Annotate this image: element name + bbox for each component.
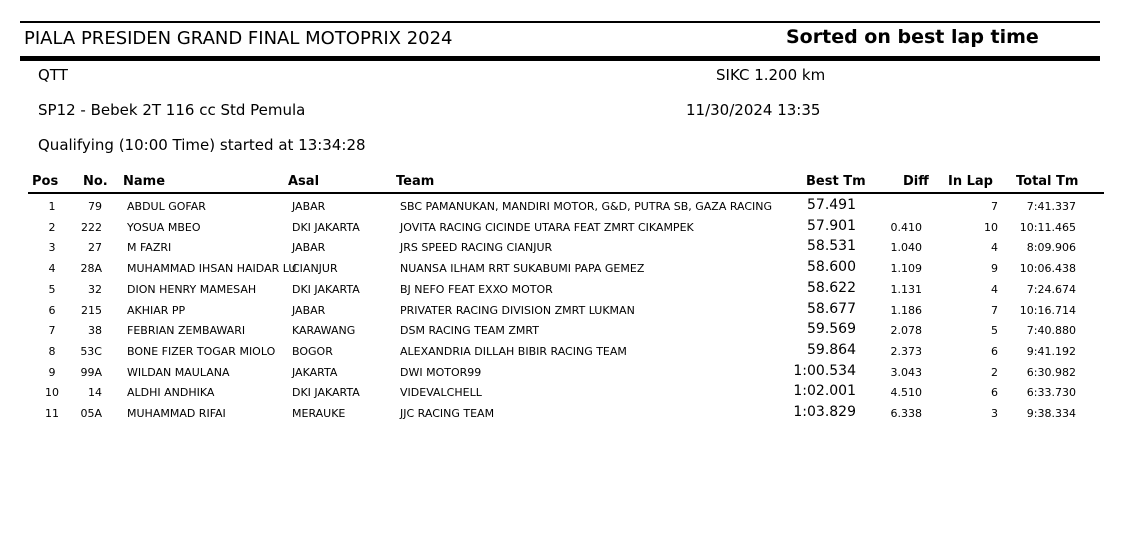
cell-name: FEBRIAN ZEMBAWARI bbox=[127, 324, 246, 338]
cell-pos: 7 bbox=[48, 324, 56, 338]
table-row bbox=[0, 342, 1133, 362]
cell-no: 27 bbox=[88, 241, 102, 255]
cell-inlap: 6 bbox=[991, 344, 998, 358]
cell-name: ALDHI ANDHIKA bbox=[127, 386, 215, 400]
title-rule bbox=[20, 56, 1100, 61]
cell-pos: 10 bbox=[45, 386, 59, 400]
cell-pos: 1 bbox=[48, 200, 56, 213]
cell-total: 7:41.337 bbox=[1026, 200, 1076, 213]
col-diff: Diff bbox=[903, 174, 929, 189]
cell-asal: CIANJUR bbox=[292, 262, 338, 276]
cell-no: 99A bbox=[80, 365, 102, 379]
cell-asal: JABAR bbox=[292, 241, 326, 255]
cell-asal: BOGOR bbox=[292, 344, 333, 358]
cell-diff: 2.373 bbox=[890, 344, 922, 358]
cell-best: 59.864 bbox=[807, 341, 856, 358]
cell-total: 9:41.192 bbox=[1026, 344, 1076, 358]
col-best: Best Tm bbox=[806, 174, 866, 189]
table-row bbox=[0, 404, 1133, 424]
cell-best: 59.569 bbox=[807, 321, 856, 338]
table-row bbox=[0, 259, 1133, 279]
table-row bbox=[0, 238, 1133, 258]
header-rule bbox=[28, 192, 1104, 194]
cell-diff: 0.410 bbox=[890, 220, 922, 234]
cell-no: 38 bbox=[88, 324, 102, 338]
cell-best: 1:00.534 bbox=[793, 362, 856, 379]
cell-total: 10:11.465 bbox=[1019, 220, 1076, 234]
cell-inlap: 5 bbox=[991, 324, 998, 338]
table-row bbox=[0, 321, 1133, 341]
col-total: Total Tm bbox=[1016, 174, 1079, 189]
session-datetime: 11/30/2024 13:35 bbox=[686, 101, 821, 119]
cell-name: YOSUA MBEO bbox=[127, 220, 201, 234]
table-row bbox=[0, 218, 1133, 238]
cell-no: 05A bbox=[80, 407, 102, 420]
cell-no: 222 bbox=[81, 220, 102, 234]
cell-team: ALEXANDRIA DILLAH BIBIR RACING TEAM bbox=[400, 344, 627, 358]
qualifying-info: Qualifying (10:00 Time) started at 13:34:28 bbox=[38, 136, 366, 154]
cell-name: WILDAN MAULANA bbox=[127, 365, 230, 379]
cell-no: 14 bbox=[88, 386, 102, 400]
cell-total: 10:06.438 bbox=[1019, 262, 1076, 276]
cell-team: PRIVATER RACING DIVISION ZMRT LUKMAN bbox=[400, 303, 635, 317]
table-row bbox=[0, 301, 1133, 321]
table-row bbox=[0, 383, 1133, 403]
page-title: PIALA PRESIDEN GRAND FINAL MOTOPRIX 2024 bbox=[24, 28, 453, 49]
cell-best: 58.677 bbox=[807, 300, 856, 317]
cell-total: 9:38.334 bbox=[1026, 407, 1076, 420]
cell-inlap: 3 bbox=[991, 407, 998, 420]
cell-best: 57.491 bbox=[807, 197, 856, 213]
cell-name: AKHIAR PP bbox=[127, 303, 186, 317]
cell-no: 53C bbox=[80, 344, 102, 358]
cell-diff: 2.078 bbox=[890, 324, 922, 338]
cell-inlap: 4 bbox=[991, 282, 998, 296]
cell-inlap: 6 bbox=[991, 386, 998, 400]
cell-team: DSM RACING TEAM ZMRT bbox=[400, 324, 539, 338]
cell-asal: DKI JAKARTA bbox=[292, 282, 360, 296]
cell-team: BJ NEFO FEAT EXXO MOTOR bbox=[400, 282, 553, 296]
cell-best: 58.600 bbox=[807, 259, 856, 276]
cell-total: 6:30.982 bbox=[1026, 365, 1076, 379]
cell-team: JJC RACING TEAM bbox=[400, 407, 495, 420]
cell-asal: JAKARTA bbox=[292, 365, 338, 379]
cell-no: 32 bbox=[88, 282, 102, 296]
table-row bbox=[0, 363, 1133, 383]
cell-no: 79 bbox=[88, 200, 102, 213]
sort-note: Sorted on best lap time bbox=[786, 26, 1039, 48]
cell-diff: 1.109 bbox=[890, 262, 922, 276]
cell-no: 28A bbox=[80, 262, 102, 276]
col-pos: Pos bbox=[32, 174, 59, 189]
cell-diff: 3.043 bbox=[890, 365, 922, 379]
top-rule bbox=[20, 21, 1100, 23]
cell-name: BONE FIZER TOGAR MIOLO bbox=[127, 344, 276, 358]
cell-pos: 5 bbox=[48, 282, 56, 296]
table-row bbox=[0, 197, 1133, 217]
col-asal: Asal bbox=[288, 174, 320, 189]
col-name: Name bbox=[123, 174, 166, 189]
col-no: No. bbox=[83, 174, 108, 189]
cell-best: 1:02.001 bbox=[793, 383, 856, 400]
cell-team: JRS SPEED RACING CIANJUR bbox=[400, 241, 553, 255]
cell-diff: 1.131 bbox=[890, 282, 922, 296]
cell-best: 58.531 bbox=[807, 238, 856, 255]
cell-name: MUHAMMAD RIFAI bbox=[127, 407, 226, 420]
cell-total: 7:24.674 bbox=[1026, 282, 1076, 296]
cell-total: 10:16.714 bbox=[1019, 303, 1076, 317]
cell-inlap: 7 bbox=[991, 200, 998, 213]
cell-pos: 4 bbox=[48, 262, 56, 276]
cell-diff: 4.510 bbox=[890, 386, 922, 400]
circuit-info: SIKC 1.200 km bbox=[716, 66, 826, 84]
cell-team: SBC PAMANUKAN, MANDIRI MOTOR, G&D, PUTRA SB, GAZA RACING bbox=[400, 200, 773, 213]
cell-best: 1:03.829 bbox=[793, 404, 856, 420]
cell-team: VIDEVALCHELL bbox=[400, 386, 482, 400]
cell-diff: 1.040 bbox=[890, 241, 922, 255]
cell-asal: MERAUKE bbox=[292, 407, 346, 420]
cell-team: NUANSA ILHAM RRT SUKABUMI PAPA GEMEZ bbox=[400, 262, 645, 276]
cell-inlap: 10 bbox=[984, 220, 998, 234]
cell-name: DION HENRY MAMESAH bbox=[127, 282, 257, 296]
cell-inlap: 7 bbox=[991, 303, 998, 317]
cell-pos: 6 bbox=[48, 303, 56, 317]
cell-asal: JABAR bbox=[292, 200, 326, 213]
session-type: QTT bbox=[38, 66, 68, 84]
cell-total: 6:33.730 bbox=[1026, 386, 1076, 400]
cell-total: 8:09.906 bbox=[1026, 241, 1076, 255]
cell-diff: 1.186 bbox=[890, 303, 922, 317]
col-team: Team bbox=[396, 174, 435, 189]
cell-name: M FAZRI bbox=[127, 241, 172, 255]
table-row bbox=[0, 280, 1133, 300]
cell-no: 215 bbox=[81, 303, 102, 317]
cell-diff: 6.338 bbox=[890, 407, 922, 420]
cell-inlap: 4 bbox=[991, 241, 998, 255]
cell-inlap: 9 bbox=[991, 262, 998, 276]
cell-pos: 9 bbox=[48, 365, 56, 379]
cell-team: JOVITA RACING CICINDE UTARA FEAT ZMRT CIKAMPEK bbox=[400, 220, 694, 234]
cell-total: 7:40.880 bbox=[1026, 324, 1076, 338]
cell-best: 57.901 bbox=[807, 217, 856, 234]
cell-asal: JABAR bbox=[292, 303, 326, 317]
cell-inlap: 2 bbox=[991, 365, 998, 379]
cell-name: ABDUL GOFAR bbox=[127, 200, 206, 213]
cell-best: 58.622 bbox=[807, 279, 856, 296]
cell-pos: 8 bbox=[48, 344, 56, 358]
cell-name: MUHAMMAD IHSAN HAIDAR LU bbox=[127, 262, 297, 276]
col-inlap: In Lap bbox=[948, 174, 993, 189]
cell-asal: DKI JAKARTA bbox=[292, 220, 360, 234]
cell-pos: 3 bbox=[48, 241, 56, 255]
cell-asal: KARAWANG bbox=[292, 324, 356, 338]
cell-pos: 2 bbox=[48, 220, 56, 234]
class-name: SP12 - Bebek 2T 116 cc Std Pemula bbox=[38, 101, 306, 119]
cell-team: DWI MOTOR99 bbox=[400, 365, 482, 379]
cell-asal: DKI JAKARTA bbox=[292, 386, 360, 400]
cell-pos: 11 bbox=[45, 407, 59, 420]
